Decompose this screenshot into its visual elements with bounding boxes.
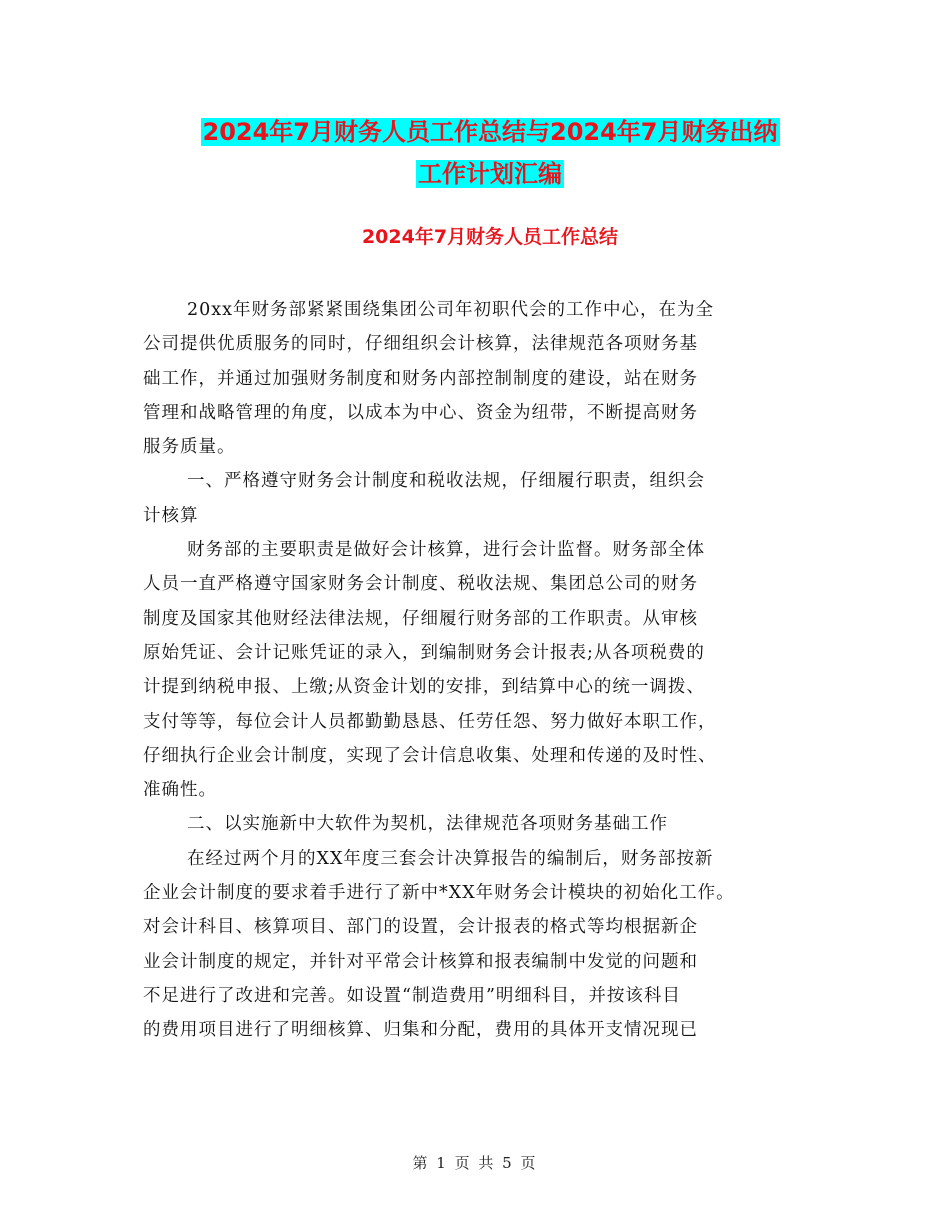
body-line: 计核算: [143, 505, 199, 526]
body-line: 二、以实施新中大软件为契机，法律规范各项财务基础工作: [187, 814, 668, 835]
body-line: 人员一直严格遵守国家财务会计制度、税收法规、集团总公司的财务: [143, 574, 698, 595]
body-line: 财务部的主要职责是做好会计核算，进行会计监督。财务部全体: [187, 540, 705, 561]
title-highlight: 工作计划汇编: [418, 160, 562, 188]
body-line: 一、严格遵守财务会计制度和税收法规，仔细履行职责，组织会: [187, 471, 705, 492]
body-line: 企业会计制度的要求着手进行了新中*XX年财务会计模块的初始化工作。: [143, 883, 735, 904]
body-line: 仔细执行企业会计制度，实现了会计信息收集、处理和传递的及时性、: [143, 745, 717, 766]
body-line: 在经过两个月的XX年度三套会计决算报告的编制后，财务部按新: [187, 848, 714, 869]
body-line: 原始凭证、会计记账凭证的录入，到编制财务会计报表;从各项税费的: [143, 642, 705, 663]
body-line: 支付等等，每位会计人员都勤勤恳恳、任劳任怨、努力做好本职工作，: [143, 711, 717, 732]
body-line: 服务质量。: [143, 437, 236, 458]
body-line: 的费用项目进行了明细核算、归集和分配，费用的具体开支情况现已: [143, 1020, 698, 1041]
page-footer: 第 1 页 共 5 页: [412, 1154, 538, 1172]
body-line: 不足进行了改进和完善。如设置“制造费用”明细科目，并按该科目: [143, 985, 681, 1006]
section-title: 2024年7月财务人员工作总结: [361, 226, 619, 248]
body-line: 20xx年财务部紧紧围绕集团公司年初职代会的工作中心，在为全: [187, 300, 715, 320]
body-line: 管理和战略管理的角度，以成本为中心、资金为纽带，不断提高财务: [143, 402, 698, 423]
body-line: 础工作，并通过加强财务制度和财务内部控制制度的建设，站在财务: [143, 368, 698, 389]
body-line: 对会计科目、核算项目、部门的设置，会计报表的格式等均根据新企: [143, 917, 698, 938]
body-line: 计提到纳税申报、上缴;从资金计划的安排，到结算中心的统一调拨、: [143, 677, 705, 698]
title-highlight: 2024年7月财务人员工作总结与2024年7月财务出纳: [202, 118, 778, 146]
body-text: [143, 293, 823, 1048]
body-line: 准确性。: [143, 780, 217, 801]
body-line: 制度及国家其他财经法律法规，仔细履行财务部的工作职责。从审核: [143, 608, 698, 629]
document-title-line-1: [140, 110, 840, 154]
body-line: 公司提供优质服务的同时，仔细组织会计核算，法律规范各项财务基: [143, 334, 698, 355]
body-line: 业会计制度的规定，并针对平常会计核算和报表编制中发觉的问题和: [143, 951, 698, 972]
document-title-line-2: [140, 152, 840, 196]
